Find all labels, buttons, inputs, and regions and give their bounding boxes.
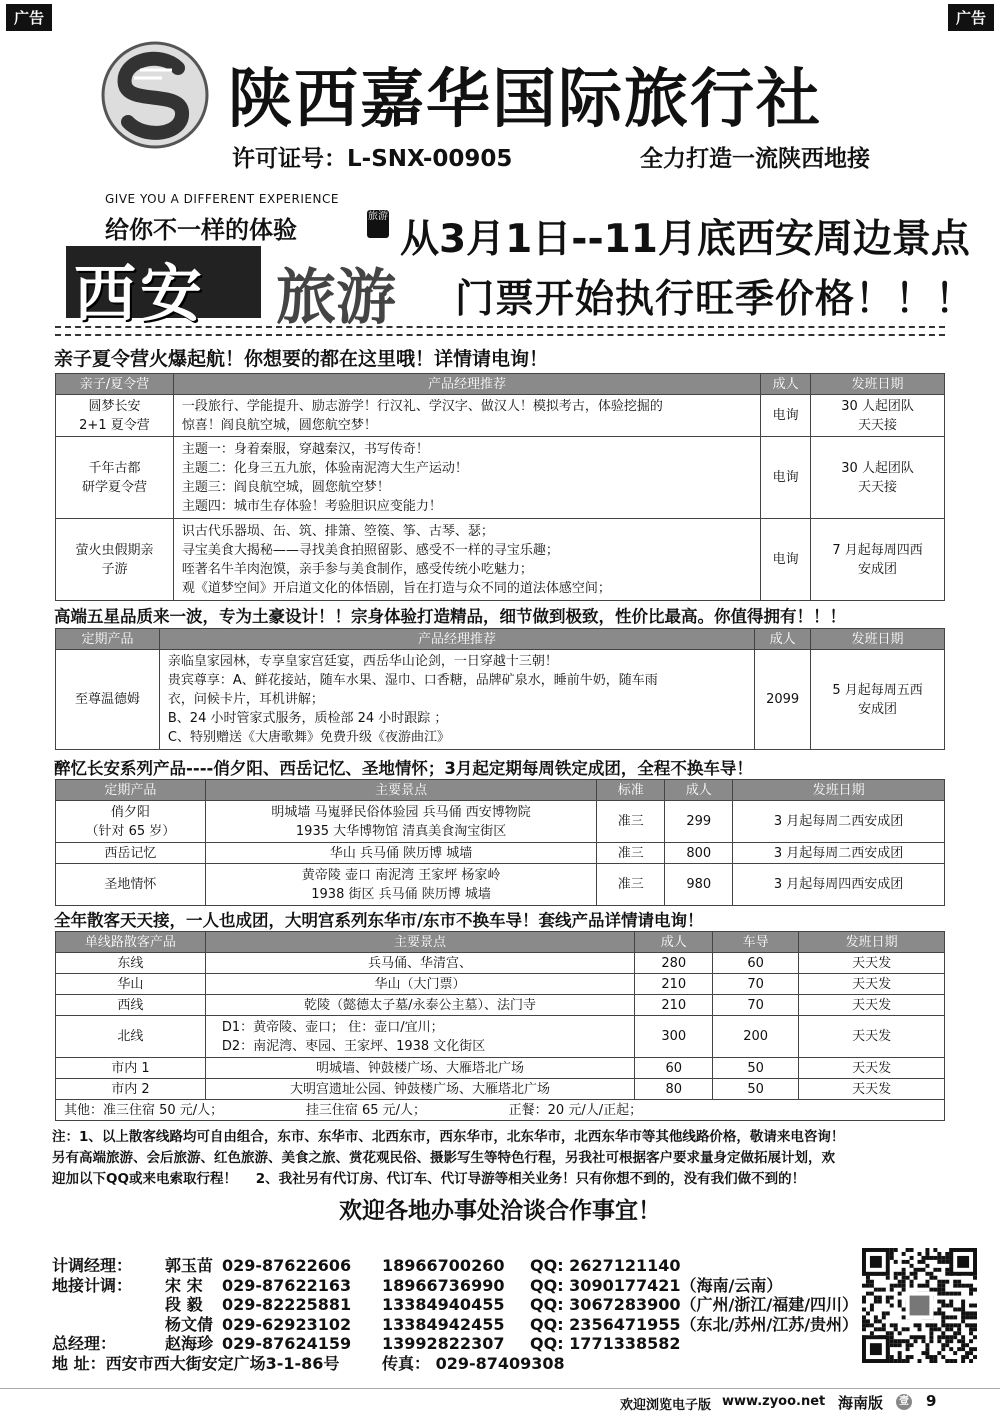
- depart-date: 3 月起每周二西安成团: [733, 801, 945, 843]
- table-row: [56, 974, 945, 995]
- price: 800: [665, 843, 733, 864]
- route-name: 北线: [56, 1016, 206, 1058]
- header-cell: 产品经理推荐: [159, 629, 754, 650]
- depart-date: 7 月起每周四西 安成团: [811, 519, 945, 601]
- table-row: [56, 801, 945, 843]
- product-desc: 亲临皇家园林，专享皇家宫廷宴，西岳华山论剑，一日穿越十三朝！ 贵宾尊享：A、鲜花接站，随车水果、湿巾、口香糖，品牌矿泉水，睡前牛奶，随车雨 衣，问候卡片，耳机讲解； B、24 小时管家式服务，质检部 24 小时跟踪 ； C、特别赠送《大唐歌舞》免费升级《夜游曲江》: [159, 650, 754, 750]
- table-header: [56, 932, 945, 953]
- company-name: 陕西嘉华国际旅行社: [228, 63, 822, 137]
- table-row: [56, 1079, 945, 1100]
- header-cell: 主要景点: [205, 932, 634, 953]
- route-name: 市内 1: [56, 1058, 206, 1079]
- footer-edition: 海南版: [838, 1394, 884, 1412]
- page-number: 9: [926, 1392, 937, 1410]
- section3-title: 醉忆长安系列产品----俏夕阳、西岳记忆、圣地情怀；3月起定期每周铁定成团，全程不换车导！: [54, 759, 753, 778]
- header-cell: 标准: [597, 780, 665, 801]
- product-desc: 识古代乐器埙、缶、筑、排箫、箜篌、筝、古琴、瑟； 寻宝美食大揭秘——寻找美食拍照留影、感受不一样的寻宝乐趣； 咥著名牛羊肉泡馍，亲手参与美食制作，感受传统小吃魅力； 观《道梦空间》开启道文化的体悟剧，旨在打造与众不同的道法体感空间；: [173, 519, 760, 601]
- header-cell: 成人: [635, 932, 713, 953]
- price: 80: [635, 1079, 713, 1100]
- product-name: 千年古都 研学夏令营: [56, 437, 174, 519]
- note-line: 注：1、以上散客线路均可自由组合，东市、东华市、北西东市，西东华市，北东华市，北西东华市等其他线路价格，敬请来电咨询！: [52, 1129, 845, 1145]
- brand-lvyou: 旅游: [276, 263, 396, 333]
- divider: [55, 326, 945, 328]
- depart-date: 天天发: [799, 974, 945, 995]
- route-name: 西线: [56, 995, 206, 1016]
- price: 电询: [761, 519, 811, 601]
- product-name: 至尊温德姆: [56, 650, 160, 750]
- price: 60: [635, 1058, 713, 1079]
- table-header: [56, 374, 945, 395]
- price: 980: [665, 864, 733, 906]
- depart-date: 天天发: [799, 953, 945, 974]
- table-row: [56, 995, 945, 1016]
- guide-fee: 50: [713, 1079, 799, 1100]
- periodic-table: [55, 779, 945, 906]
- header-cell: 单线路散客产品: [56, 932, 206, 953]
- header-cell: 发班日期: [811, 374, 945, 395]
- header-cell: 发班日期: [799, 932, 945, 953]
- table-row: [56, 395, 945, 437]
- price: 2099: [755, 650, 811, 750]
- table-row: [56, 1058, 945, 1079]
- standard: 准三: [597, 801, 665, 843]
- guide-fee: 50: [713, 1058, 799, 1079]
- depart-date: 30 人起团队 天天接: [811, 395, 945, 437]
- depart-date: 天天发: [799, 1016, 945, 1058]
- section1-title: 亲子夏令营火爆起航！你想要的都在这里哦！详情请电询！: [54, 348, 549, 370]
- luxury-table: [55, 628, 945, 750]
- ad-tag-left: 广告: [6, 4, 52, 31]
- header-cell: 成人: [665, 780, 733, 801]
- table-row: [56, 650, 945, 750]
- guide-fee: 70: [713, 974, 799, 995]
- ad-tag-right: 广告: [948, 4, 994, 31]
- guide-fee: 70: [713, 995, 799, 1016]
- spots: D1：黄帝陵、壶口； 住：壶口/宜川； D2：南泥湾、枣园、王家坪、1938 文化街区: [205, 1016, 634, 1058]
- header-cell: 成人: [761, 374, 811, 395]
- daily-tours-table: [55, 931, 945, 1121]
- table-header: [56, 629, 945, 650]
- header-cell: 主要景点: [205, 780, 597, 801]
- footer-url[interactable]: www.zyoo.net: [722, 1394, 826, 1409]
- price: 210: [635, 995, 713, 1016]
- table-row: [56, 864, 945, 906]
- route-name: 东线: [56, 953, 206, 974]
- spots: 乾陵（懿德太子墓/永泰公主墓）、法门寺: [205, 995, 634, 1016]
- depart-date: 3 月起每周四西安成团: [733, 864, 945, 906]
- price: 电询: [761, 395, 811, 437]
- standard: 准三: [597, 864, 665, 906]
- travel-seal: 旅游: [367, 210, 389, 238]
- tagline-cn: 给你不一样的体验: [105, 215, 297, 244]
- header-cell: 发班日期: [811, 629, 945, 650]
- section2-title: 高端五星品质来一波，专为土豪设计！！宗身体验打造精品，细节做到极致，性价比最高。你值得拥有！！！: [54, 607, 846, 626]
- depart-date: 天天发: [799, 995, 945, 1016]
- company-slogan: 全力打造一流陕西地接: [640, 146, 870, 172]
- note-line: 迎加以下QQ或来电索取行程！ 2、我社另有代订房、代订车、代订导游等相关业务！只有你想不到的，没有我们做不到的！: [52, 1171, 806, 1187]
- product-name: 萤火虫假期亲 子游: [56, 519, 174, 601]
- product-name: 圣地情怀: [56, 864, 206, 906]
- depart-date: 30 人起团队 天天接: [811, 437, 945, 519]
- price: 299: [665, 801, 733, 843]
- headline-1: 从3月1日--11月底西安周边景点: [400, 217, 970, 262]
- depart-date: 3 月起每周二西安成团: [733, 843, 945, 864]
- spots: 黄帝陵 壶口 南泥湾 王家坪 杨家岭 1938 街区 兵马俑 陕历博 城墙: [205, 864, 597, 906]
- depart-date: 天天发: [799, 1058, 945, 1079]
- standard: 准三: [597, 843, 665, 864]
- route-name: 华山: [56, 974, 206, 995]
- header-cell: 产品经理推荐: [173, 374, 760, 395]
- section4-title: 全年散客天天接，一人也成团，大明宫系列东华市/东市不换车导！套线产品详情请电询！: [54, 911, 704, 930]
- depart-date: 天天发: [799, 1079, 945, 1100]
- footer-seal: 壹: [896, 1394, 912, 1410]
- spots: 明城墙 马嵬驿民俗体验园 兵马俑 西安博物院 1935 大华博物馆 清真美食淘宝街区: [205, 801, 597, 843]
- price: 280: [635, 953, 713, 974]
- footer-rule: [0, 1388, 1000, 1389]
- guide-fee: 60: [713, 953, 799, 974]
- other-fees: 其他：准三住宿 50 元/人； 挂三住宿 65 元/人； 正餐：20 元/人/正起；: [56, 1100, 945, 1121]
- product-name: 圆梦长安 2+1 夏令营: [56, 395, 174, 437]
- table-row: [56, 1016, 945, 1058]
- table-row: [56, 953, 945, 974]
- table-row: [56, 519, 945, 601]
- product-desc: 一段旅行、学能提升、励志游学！行汉礼、学汉字、做汉人！模拟考古，体验挖掘的 惊喜！阎良航空城，圆您航空梦！: [173, 395, 760, 437]
- depart-date: 5 月起每周五西 安成团: [811, 650, 945, 750]
- guide-fee: 200: [713, 1016, 799, 1058]
- notes: [52, 1127, 952, 1190]
- footer-text: 欢迎浏览电子版: [620, 1398, 712, 1413]
- product-name: 俏夕阳 （针对 65 岁）: [56, 801, 206, 843]
- summer-camp-table: [55, 373, 945, 601]
- header-cell: 发班日期: [733, 780, 945, 801]
- table-header: [56, 780, 945, 801]
- spots: 明城墙、钟鼓楼广场、大雁塔北广场: [205, 1058, 634, 1079]
- product-name: 西岳记忆: [56, 843, 206, 864]
- header-cell: 定期产品: [56, 629, 160, 650]
- spots: 华山（大门票）: [205, 974, 634, 995]
- price: 210: [635, 974, 713, 995]
- header-cell: 定期产品: [56, 780, 206, 801]
- route-name: 市内 2: [56, 1079, 206, 1100]
- note-line: 另有高端旅游、会后旅游、红色旅游、美食之旅、赏花观民俗、摄影写生等特色行程，另我社可根据客户要求量身定做拓展计划，欢: [52, 1150, 835, 1166]
- spots: 兵马俑、华清宫、: [205, 953, 634, 974]
- brand-xian: 西安: [74, 257, 207, 330]
- table-row: [56, 843, 945, 864]
- header-cell: 亲子/夏令营: [56, 374, 174, 395]
- price: 300: [635, 1016, 713, 1058]
- table-row: [56, 1100, 945, 1121]
- divider: [55, 334, 945, 336]
- table-row: [56, 437, 945, 519]
- product-desc: 主题一：身着秦服，穿越秦汉，书写传奇！ 主题二：化身三五九旅，体验南泥湾大生产运动！ 主题三：阎良航空城，圆您航空梦！ 主题四：城市生存体验！考验胆识应变能力！: [173, 437, 760, 519]
- spots: 华山 兵马俑 陕历博 城墙: [205, 843, 597, 864]
- header-cell: 车导: [713, 932, 799, 953]
- welcome-message: 欢迎各地办事处洽谈合作事宜！: [339, 1198, 661, 1224]
- price: 电询: [761, 437, 811, 519]
- tagline-en: GIVE YOU A DIFFERENT EXPERIENCE: [105, 192, 339, 206]
- headline-2: 门票开始执行旺季价格！！！: [455, 277, 976, 322]
- company-logo: [100, 40, 210, 150]
- spots: 大明宫遗址公园、钟鼓楼广场、大雁塔北广场: [205, 1079, 634, 1100]
- qr-code-icon: [862, 1248, 977, 1363]
- license-number: 许可证号：L-SNX-00905: [232, 146, 513, 172]
- header-cell: 成人: [755, 629, 811, 650]
